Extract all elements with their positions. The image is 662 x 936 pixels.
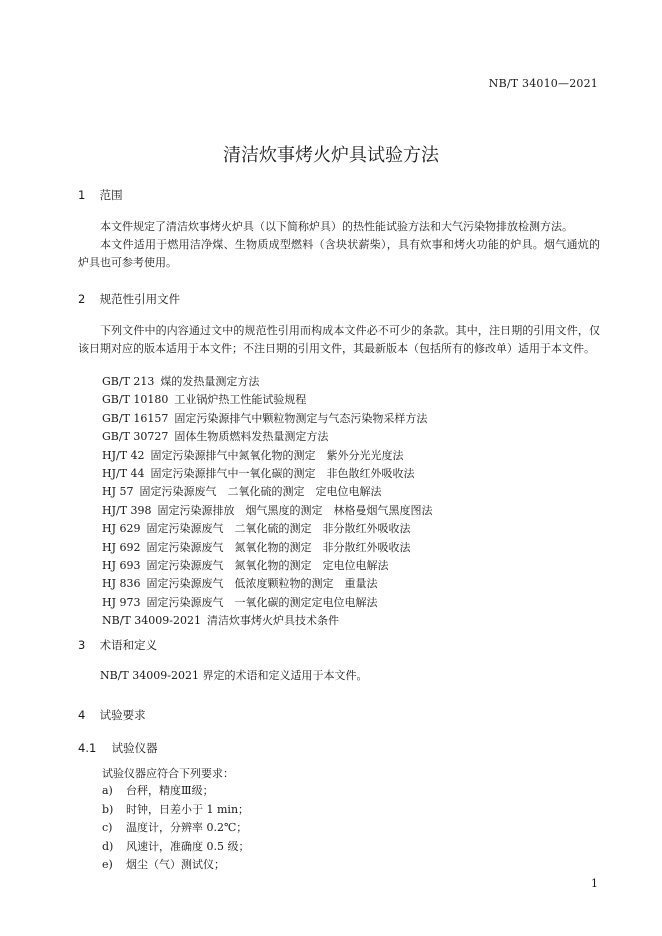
subsection-number: 4.1 [78, 741, 97, 755]
instrument-list [102, 782, 250, 875]
scope-paragraph-2: 本文件适用于燃用洁净煤、生物质成型燃料（含块状薪柴），具有炊事和烤火功能的炉具。烟气通炕的炉具也可参考使用。 [78, 238, 600, 269]
section-3-heading [78, 637, 157, 653]
reference-item: HJ 629 固定污染源废气 二氧化硫的测定 非分散红外吸收法 [102, 522, 411, 536]
section-number: 4 [78, 708, 86, 722]
reference-item: GB/T 30727 固体生物质燃料发热量测定方法 [102, 430, 329, 444]
reference-item: NB/T 34009-2021 清洁炊事烤火炉具技术条件 [102, 614, 339, 628]
subsection-title: 试验仪器 [111, 741, 158, 755]
section-title: 试验要求 [99, 708, 146, 722]
section-title: 范围 [99, 188, 123, 202]
reference-item: GB/T 10180 工业锅炉热工性能试验规程 [102, 393, 307, 407]
reference-item: HJ/T 42 固定污染源排气中氮氧化物的测定 紫外分光光度法 [102, 448, 404, 462]
reference-item: HJ 693 固定污染源废气 氮氧化物的测定 定电位电解法 [102, 559, 389, 573]
reference-item: HJ/T 44 固定污染源排气中一氧化碳的测定 非色散红外吸收法 [102, 467, 415, 481]
section-1-heading [78, 187, 123, 203]
section-title: 规范性引用文件 [99, 292, 181, 306]
document-standard-number: NB/T 34010—2021 [488, 77, 598, 90]
reference-item: HJ 836 固定污染源废气 低浓度颗粒物的测定 重量法 [102, 577, 378, 591]
terms-paragraph: NB/T 34009-2021 界定的术语和定义适用于本文件。 [100, 669, 368, 682]
reference-list [102, 373, 433, 631]
subsection-4-1-heading [78, 740, 158, 756]
section-title: 术语和定义 [99, 638, 158, 652]
section-number: 1 [78, 188, 86, 202]
instrument-requirements-intro: 试验仪器应符合下列要求： [102, 767, 234, 780]
instrument-item: d) 风速计，准确度 0.5 级； [102, 839, 250, 853]
reference-item: HJ/T 398 固定污染源排放 烟气黑度的测定 林格曼烟气黑度图法 [102, 503, 433, 517]
section-number: 2 [78, 292, 86, 306]
section-4-heading [78, 707, 146, 723]
reference-item: GB/T 16157 固定污染源排气中颗粒物测定与气态污染物采样方法 [102, 411, 428, 425]
scope-paragraph-1: 本文件规定了清洁炊事烤火炉具（以下简称炉具）的热性能试验方法和大气污染物排放检测方法。 [100, 220, 573, 233]
instrument-item: a) 台秤，精度Ⅲ级； [102, 784, 214, 797]
instrument-item: c) 温度计，分辨率 0.2℃； [102, 821, 248, 835]
reference-item: HJ 973 固定污染源废气 一氧化碳的测定定电位电解法 [102, 595, 378, 609]
reference-item: HJ 692 固定污染源废气 氮氧化物的测定 非分散红外吸收法 [102, 540, 411, 554]
page-number: 1 [591, 877, 598, 890]
document-title: 清洁炊事烤火炉具试验方法 [223, 145, 439, 166]
instrument-item: e) 烟尘（气）测试仪； [102, 858, 225, 872]
section-2-heading [78, 291, 180, 307]
normative-references-paragraph: 下列文件中的内容通过文中的规范性引用而构成本文件必不可少的条款。其中，注日期的引用文件，仅该日期对应的版本适用于本文件；不注日期的引用文件，其最新版本（包括所有的修改单）适用于本文件。 [78, 324, 600, 355]
reference-item: GB/T 213 煤的发热量测定方法 [102, 375, 260, 388]
instrument-item: b) 时钟，日差小于 1 min； [102, 802, 250, 816]
reference-item: HJ 57 固定污染源废气 二氧化硫的测定 定电位电解法 [102, 485, 382, 499]
section-number: 3 [78, 638, 86, 652]
